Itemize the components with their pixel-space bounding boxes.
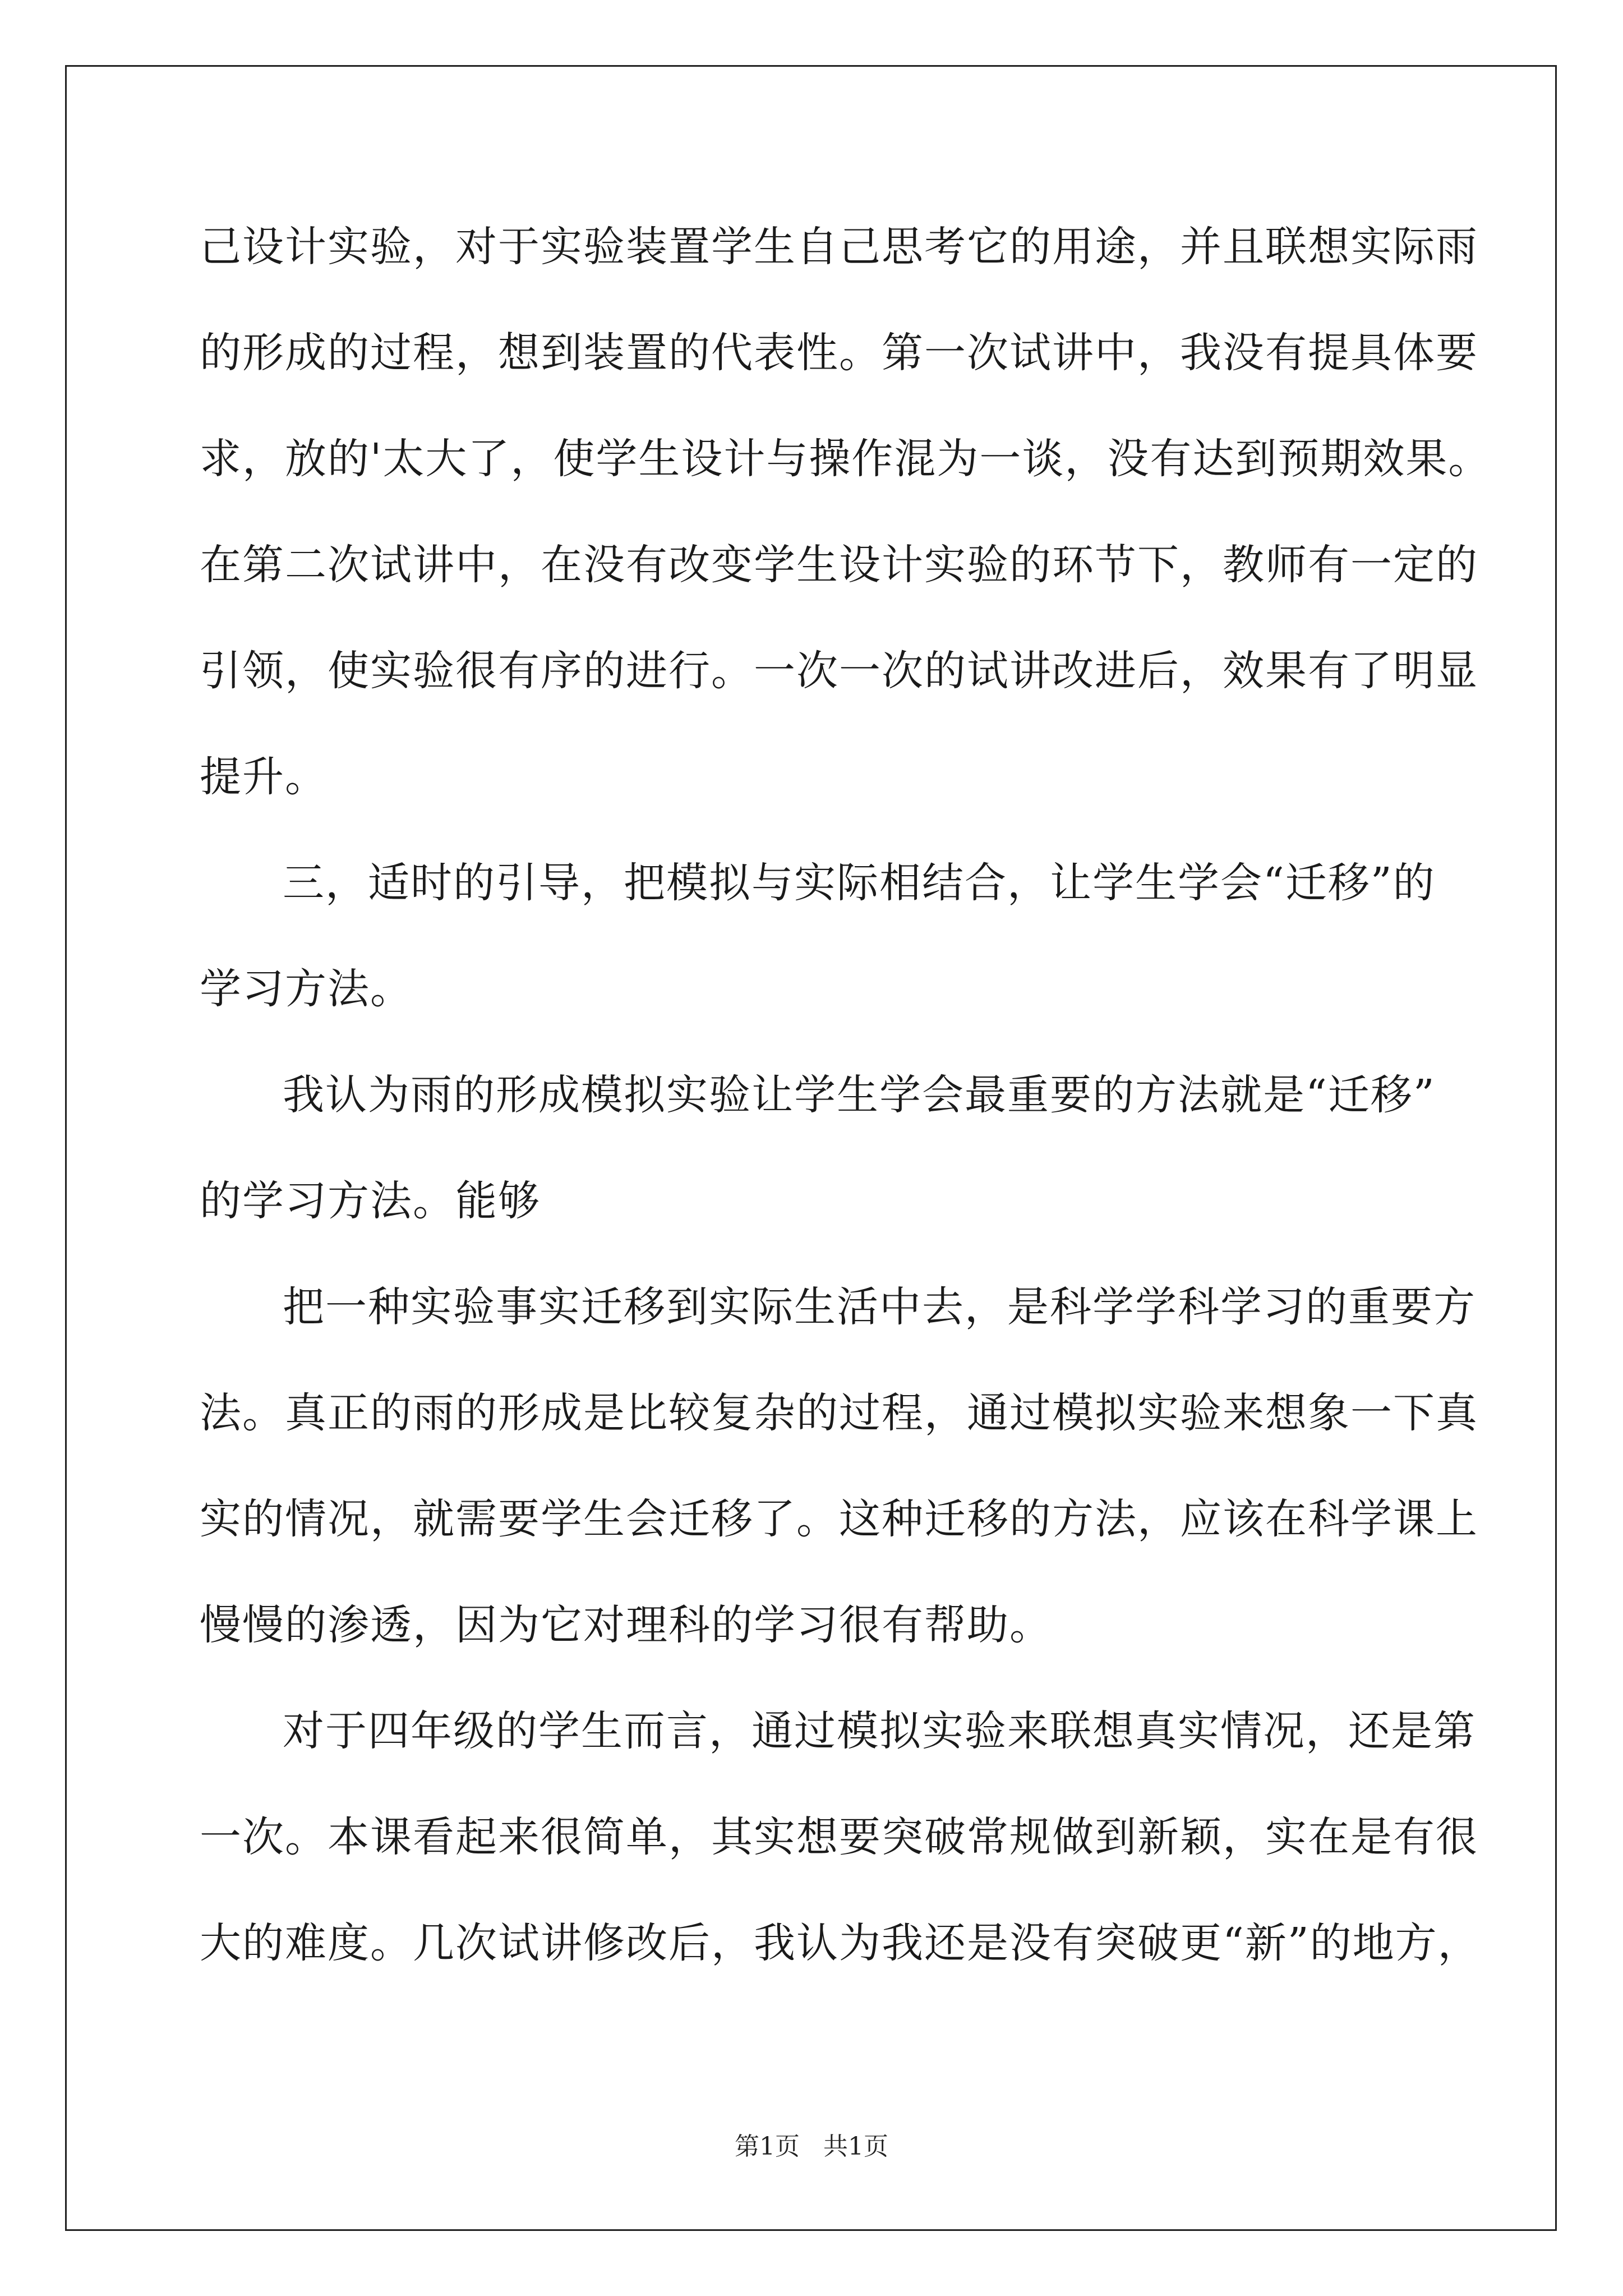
text-line-13: 实的情况，就需要学生会迁移了。这种迁移的方法，应该在科学课上 xyxy=(200,1495,1478,1543)
text-line-3: 求，放的'太大了，使学生设计与操作混为一谈，没有达到预期效果。 xyxy=(200,435,1491,483)
text-line-8: 学习方法。 xyxy=(200,965,413,1013)
document-body xyxy=(200,213,1491,2016)
text-line-4: 在第二次试讲中，在没有改变学生设计实验的环节下，教师有一定的 xyxy=(200,541,1478,589)
text-line-10: 的学习方法。能够 xyxy=(200,1177,541,1225)
text-line-1: 己设计实验，对于实验装置学生自己思考它的用途，并且联想实际雨 xyxy=(200,223,1478,271)
text-line-17: 大的难度。几次试讲修改后，我认为我还是没有突破更“新”的地方， xyxy=(200,1919,1481,1967)
text-line-12: 法。真正的雨的形成是比较复杂的过程，通过模拟实验来想象一下真 xyxy=(200,1389,1478,1437)
text-line-5: 引领，使实验很有序的进行。一次一次的试讲改进后，效果有了明显 xyxy=(200,647,1478,695)
text-line-6: 提升。 xyxy=(200,753,328,801)
text-line-9: 我认为雨的形成模拟实验让学生学会最重要的方法就是“迁移” xyxy=(283,1071,1436,1119)
text-line-14: 慢慢的渗透，因为它对理科的学习很有帮助。 xyxy=(200,1601,1052,1649)
text-line-16: 一次。本课看起来很简单，其实想要突破常规做到新颖，实在是有很 xyxy=(200,1813,1478,1861)
text-line-11: 把一种实验事实迁移到实际生活中去，是科学学科学习的重要方 xyxy=(283,1283,1476,1331)
text-line-7: 三，适时的引导，把模拟与实际相结合，让学生学会“迁移”的 xyxy=(283,859,1436,907)
text-line-15: 对于四年级的学生而言，通过模拟实验来联想真实情况，还是第 xyxy=(283,1707,1476,1755)
page-footer: 第1页 共1页 xyxy=(735,2132,888,2161)
text-line-2: 的形成的过程，想到装置的代表性。第一次试讲中，我没有提具体要 xyxy=(200,329,1478,377)
